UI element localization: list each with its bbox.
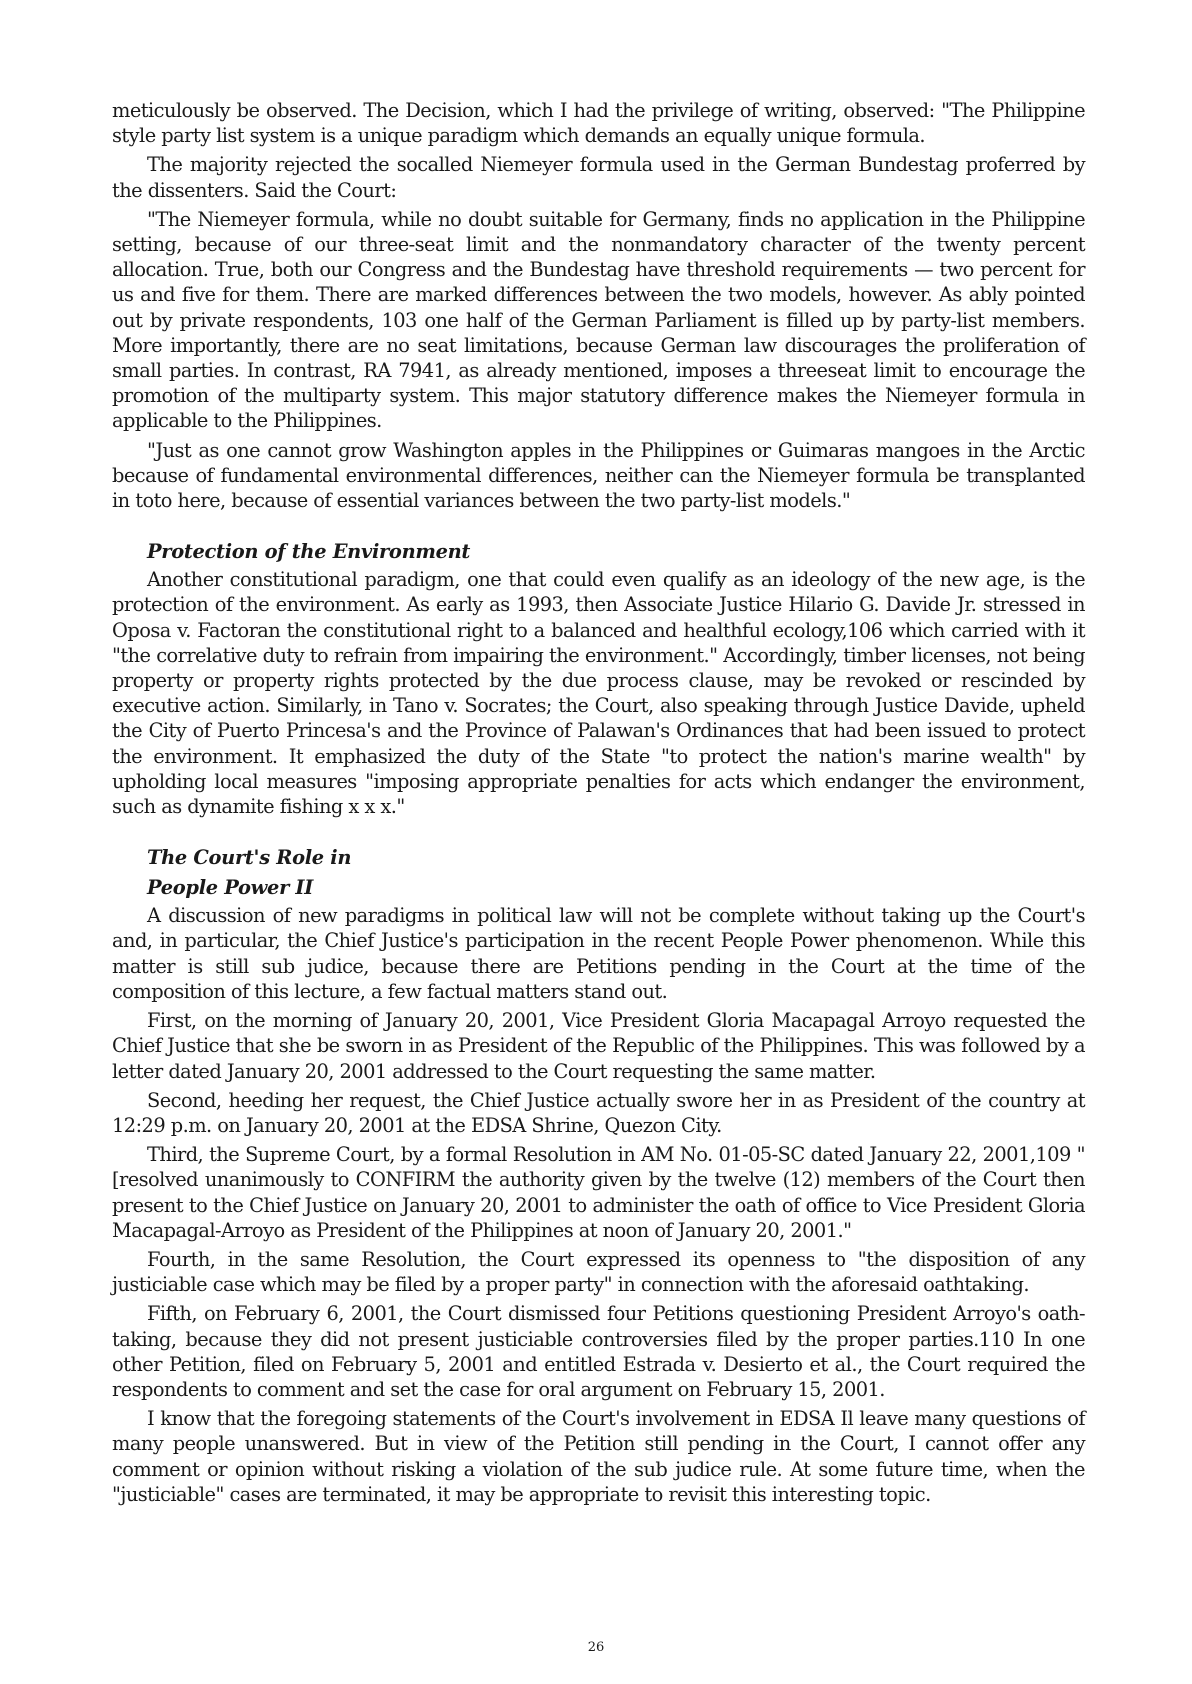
paragraph: I know that the foregoing statements of the Court's involvement in EDSA Il leave many questions of many people unanswered. But in view of the Petition still pending in the Court, I cannot offer any comment or opinion without risking a violation of the sub judice rule. At some future time, when the "justiciable" cases are terminated, it may be appropriate to revisit this interesting topic. — [112, 1407, 1085, 1506]
paragraph: A discussion of new paradigms in political law will not be complete without taking up the Court's and, in particular, the Chief Justice's participation in the recent People Power phenomenon. While this matter is still sub judice, because there are Petitions pending in the Court at the time of the composition of this lecture, a few factual matters stand out. — [112, 904, 1085, 1003]
page-number: 26 — [587, 1640, 605, 1655]
block-quote-paragraph: "The Niemeyer formula, while no doubt suitable for Germany, finds no application in the Philippine setting, because of our three-seat limit and the nonmandatory character of the twenty percent allocation. True, both our Congress and the Bundestag have threshold requirements — two percent for us and five for them. There are marked differences between the two models, however. As ably pointed out by private respondents, 103 one half of the German Parliament is filled up by party-list members. More importantly, there are no seat limitations, because German law discourages the proliferation of small parties. In contrast, RA 7941, as already mentioned, imposes a threeseat limit to encourage the promotion of the multiparty system. This major statutory difference makes the Niemeyer formula in applicable to the Philippines. — [112, 207, 1085, 433]
block-quote-paragraph: "Just as one cannot grow Washington apples in the Philippines or Guimaras mangoes in the Arctic because of fundamental environmental differences, neither can the Niemeyer formula be transplanted in toto here, because of essential variances between the two party-list models." — [112, 438, 1085, 513]
page-body — [112, 98, 1085, 1511]
paragraph: The majority rejected the socalled Niemeyer formula used in the German Bundestag proferred by the dissenters. Said the Court: — [112, 153, 1085, 202]
section-heading-people-power-line2: People Power II — [147, 876, 313, 900]
paragraph: Fourth, in the same Resolution, the Court expressed its openness to "the disposition of any justiciable case which may be filed by a proper party" in connection with the aforesaid oathtaking. — [112, 1247, 1085, 1297]
paragraph: Second, heeding her request, the Chief Justice actually swore her in as President of the country at 12:29 p.m. on January 20, 2001 at the EDSA Shrine, Quezon City. — [112, 1088, 1085, 1137]
paragraph: Third, the Supreme Court, by a formal Resolution in AM No. 01-05-SC dated January 22, 2001,109 "[resolved unanimously to CONFIRM the authority given by the twelve (12) members of the Court then present to the Chief Justice on January 20, 2001 to administer the oath of office to Vice President Gloria Macapagal-Arroyo as President of the Philippines at noon of January 20, 2001." — [112, 1143, 1085, 1242]
section-heading-environment: Protection of the Environment — [147, 540, 471, 564]
paragraph: meticulously be observed. The Decision, which I had the privilege of writing, observed: "The Philippine style party list system is a unique paradigm which demands an equally unique formula. — [112, 99, 1085, 148]
section-heading-people-power-line1: The Court's Role in — [147, 846, 352, 870]
paragraph: Another constitutional paradigm, one that could even qualify as an ideology of the new age, is the protection of the environment. As early as 1993, then Associate Justice Hilario G. Davide Jr. stressed in Oposa v. Factoran the constitutional right to a balanced and healthful ecology,106 which carried with it "the correlative duty to refrain from impairing the environment." Accordingly, timber licenses, not being property or property rights protected by the due process clause, may be revoked or rescinded by executive action. Similarly, in Tano v. Socrates; the Court, also speaking through Justice Davide, upheld the City of Puerto Princesa's and the Province of Palawan's Ordinances that had been issued to protect the environment. It emphasized the duty of the State "to protect the nation's marine wealth" by upholding local measures "imposing appropriate penalties for acts which endanger the environment, such as dynamite fishing x x x." — [112, 568, 1085, 819]
paragraph: Fifth, on February 6, 2001, the Court dismissed four Petitions questioning President Arroyo's oath-taking, because they did not present justiciable controversies filed by the proper parties.110 In one other Petition, filed on February 5, 2001 and entitled Estrada v. Desierto et al., the Court required the respondents to comment and set the case for oral argument on February 15, 2001. — [112, 1302, 1085, 1401]
paragraph: First, on the morning of January 20, 2001, Vice President Gloria Macapagal Arroyo requested the Chief Justice that she be sworn in as President of the Republic of the Philippines. This was followed by a letter dated January 20, 2001 addressed to the Court requesting the same matter. — [112, 1009, 1085, 1083]
